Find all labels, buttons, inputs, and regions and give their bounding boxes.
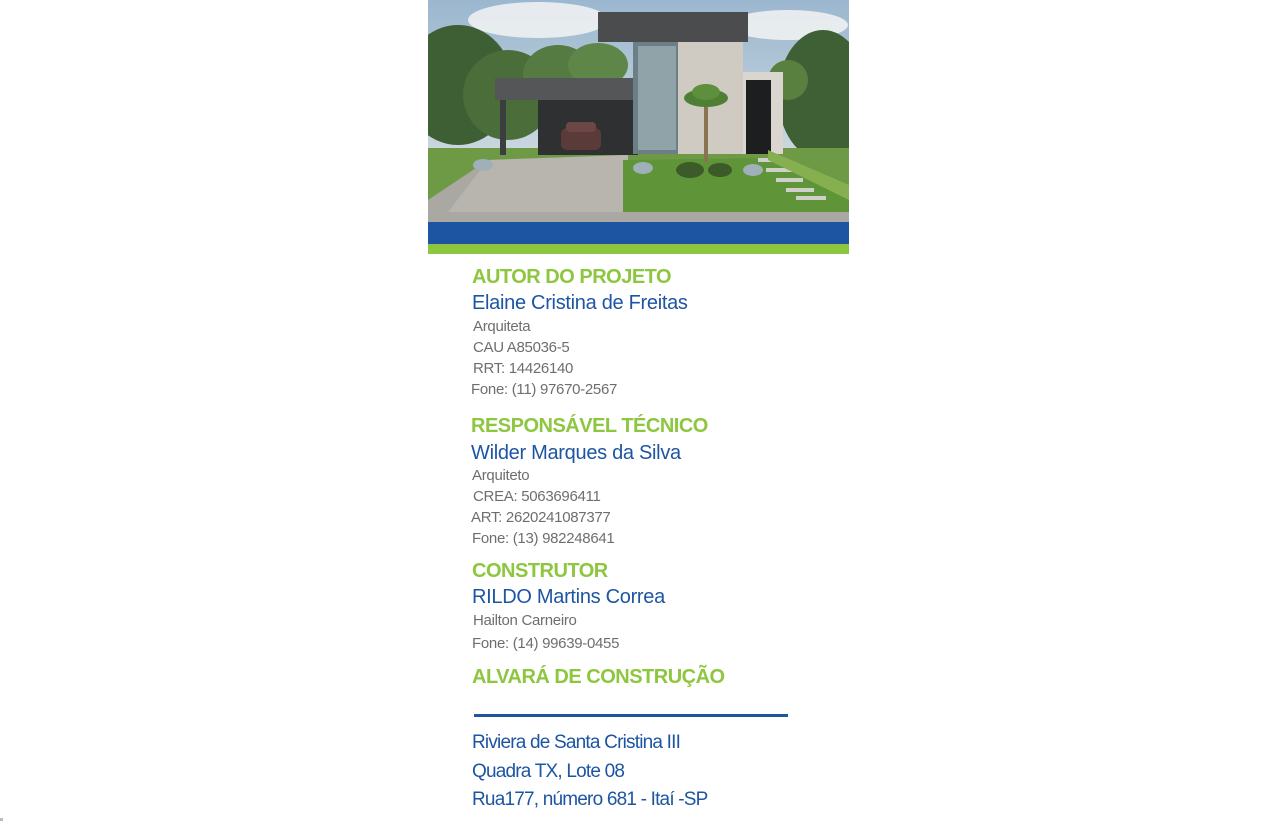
construtor-name: RILDO Martins Correa (472, 586, 665, 608)
green-stripe (428, 244, 849, 254)
responsavel-crea: CREA: 5063696411 (473, 488, 601, 505)
alvara-signature-line (474, 714, 788, 717)
responsavel-art: ART: 2620241087377 (471, 509, 611, 526)
address-line-1: Riviera de Santa Cristina III (472, 732, 681, 753)
corner-mark (0, 818, 3, 821)
house-rendering-image (428, 0, 849, 222)
autor-name: Elaine Cristina de Freitas (472, 292, 688, 314)
construtor-phone: Fone: (14) 99639-0455 (472, 635, 620, 652)
autor-heading: AUTOR DO PROJETO (472, 266, 672, 288)
responsavel-name: Wilder Marques da Silva (471, 442, 681, 464)
responsavel-title: Arquiteto (472, 467, 530, 484)
autor-rrt: RRT: 14426140 (473, 360, 574, 377)
responsavel-phone: Fone: (13) 982248641 (472, 530, 615, 547)
autor-title: Arquiteta (473, 318, 531, 335)
alvara-heading: ALVARÁ DE CONSTRUÇÃO (472, 666, 725, 688)
construction-sign (428, 0, 849, 825)
address-line-3: Rua177, número 681 - Itaí -SP (472, 789, 708, 810)
autor-cau: CAU A85036-5 (473, 339, 570, 356)
responsavel-heading: RESPONSÁVEL TÉCNICO (471, 415, 708, 437)
construtor-heading: CONSTRUTOR (472, 560, 608, 582)
address-line-2: Quadra TX, Lote 08 (472, 761, 625, 782)
construtor-contact: Hailton Carneiro (473, 612, 577, 629)
autor-phone: Fone: (11) 97670-2567 (471, 381, 618, 398)
blue-stripe (428, 222, 849, 244)
